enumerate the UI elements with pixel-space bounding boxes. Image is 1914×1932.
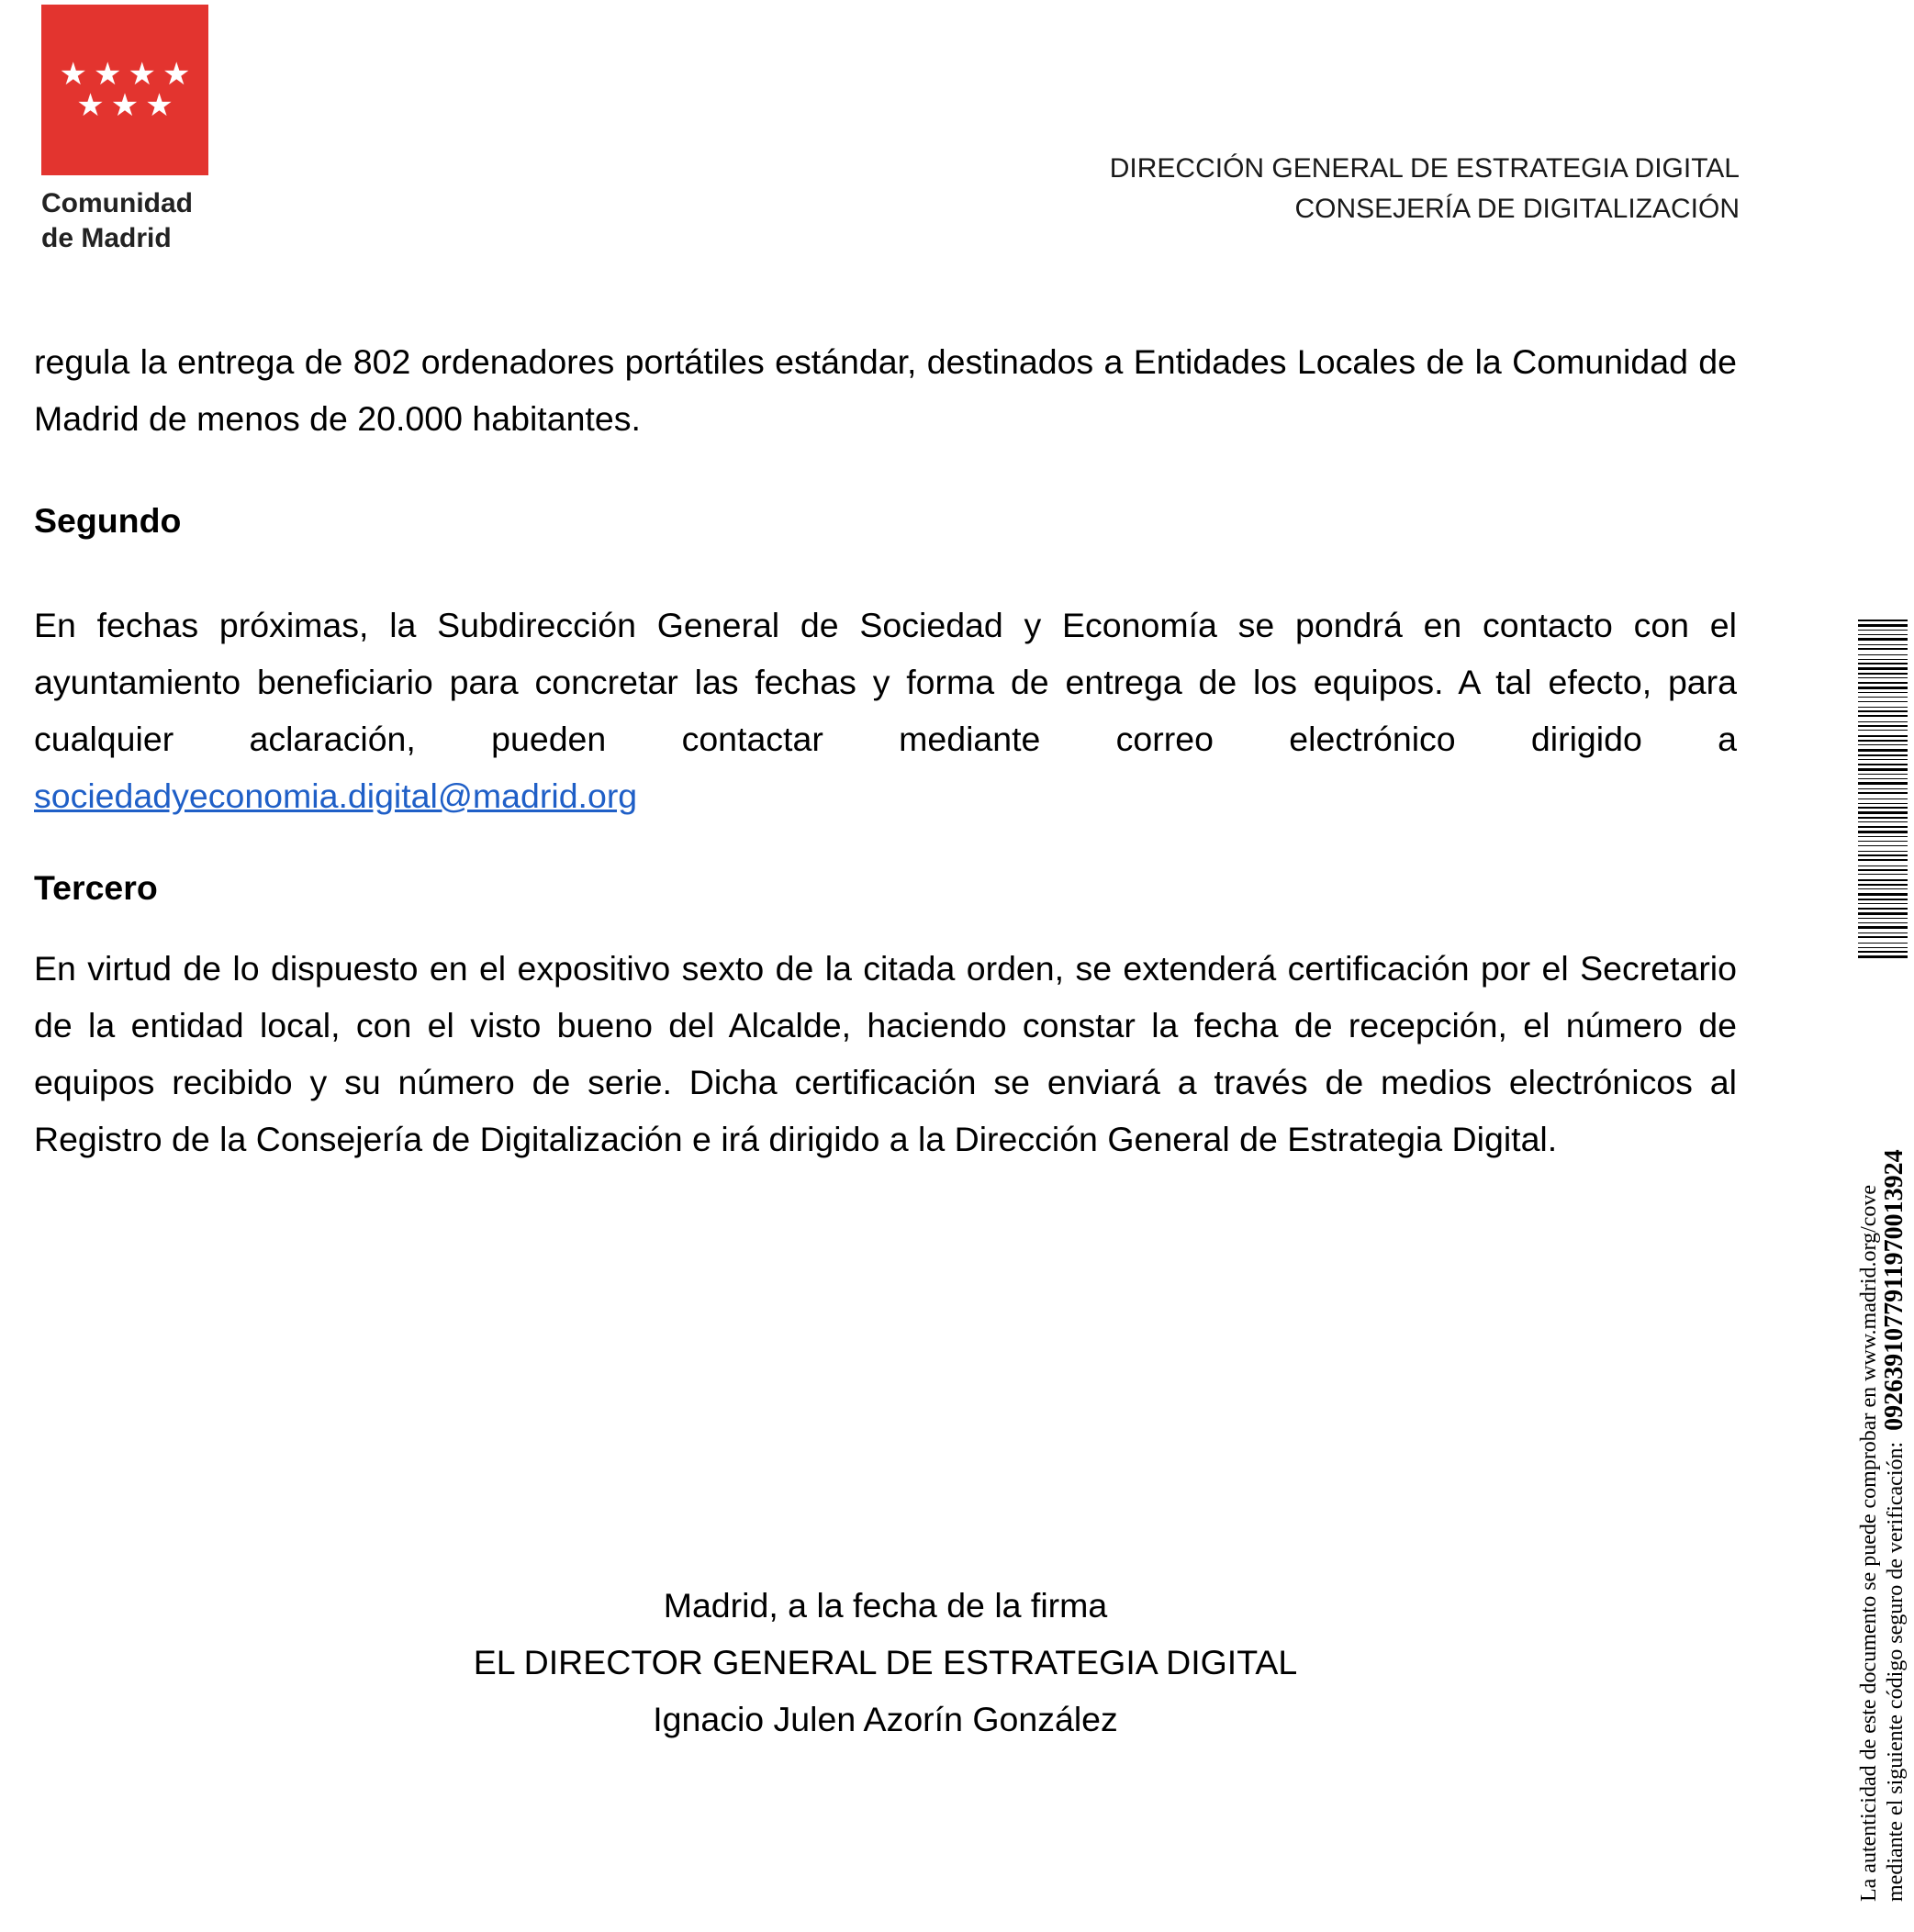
barcode-icon bbox=[1858, 620, 1908, 959]
section-heading-tercero: Tercero bbox=[34, 868, 158, 907]
tercero-paragraph: En virtud de lo dispuesto en el expositivo sexto de la citada orden, se extenderá certificación por el Secretario de la entidad local, con el visto bueno del Alcalde, haciendo constar la fecha de recepción, el número de equipos recibido y su número de serie. Dicha certificación se enviará a través de medios electrónicos al Registro de la Consejería de Digitalización e irá dirigido a la Dirección General de Estrategia Digital. bbox=[34, 949, 1737, 1158]
logo-text-line-2: de Madrid bbox=[41, 223, 172, 253]
verification-line-1: La autenticidad de este documento se puede comprobar en www.madrid.org/cove bbox=[1857, 1184, 1881, 1902]
signature-block bbox=[34, 1577, 1737, 1748]
logo-stars-top-row: ★ ★ ★ ★ bbox=[59, 56, 191, 93]
verification-code: 0926391077911970013924 bbox=[1880, 1149, 1908, 1431]
verification-text bbox=[1856, 1149, 1908, 1902]
intro-paragraph: regula la entrega de 802 ordenadores portátiles estándar, destinados a Entidades Locales de la Comunidad de Madrid de menos de 20.000 habitantes. bbox=[34, 342, 1737, 438]
section-heading-segundo: Segundo bbox=[34, 501, 182, 540]
segundo-text: En fechas próximas, la Subdirección General de Sociedad y Economía se pondrá en contacto con el ayuntamiento beneficiario para concretar las fechas y forma de entrega de los equipos. A tal efecto, para cualquier aclaración, pueden contactar mediante correo electrónico dirigido a bbox=[34, 606, 1737, 758]
header-organization bbox=[1110, 149, 1740, 229]
header-consejeria: CONSEJERÍA DE DIGITALIZACIÓN bbox=[1294, 194, 1740, 224]
email-link[interactable]: sociedadyeconomia.digital@madrid.org bbox=[34, 776, 638, 815]
logo-stars-bottom-row: ★ ★ ★ bbox=[76, 87, 173, 124]
logo-text bbox=[41, 186, 208, 256]
verification-line-2 bbox=[1882, 1149, 1908, 1902]
document-body bbox=[34, 333, 1737, 1167]
verification-prefix: mediante el siguiente código seguro de verificación: bbox=[1884, 1441, 1908, 1902]
verification-margin bbox=[1854, 0, 1914, 1932]
logo-red-square bbox=[41, 5, 208, 175]
signature-name: Ignacio Julen Azorín González bbox=[653, 1700, 1118, 1738]
header-direccion: DIRECCIÓN GENERAL DE ESTRATEGIA DIGITAL bbox=[1109, 153, 1740, 184]
comunidad-de-madrid-logo bbox=[41, 5, 208, 256]
logo-text-line-1: Comunidad bbox=[41, 188, 193, 218]
segundo-paragraph bbox=[34, 597, 1737, 824]
signature-title: EL DIRECTOR GENERAL DE ESTRATEGIA DIGITAL bbox=[473, 1643, 1298, 1681]
signature-place-date: Madrid, a la fecha de la firma bbox=[663, 1586, 1108, 1625]
